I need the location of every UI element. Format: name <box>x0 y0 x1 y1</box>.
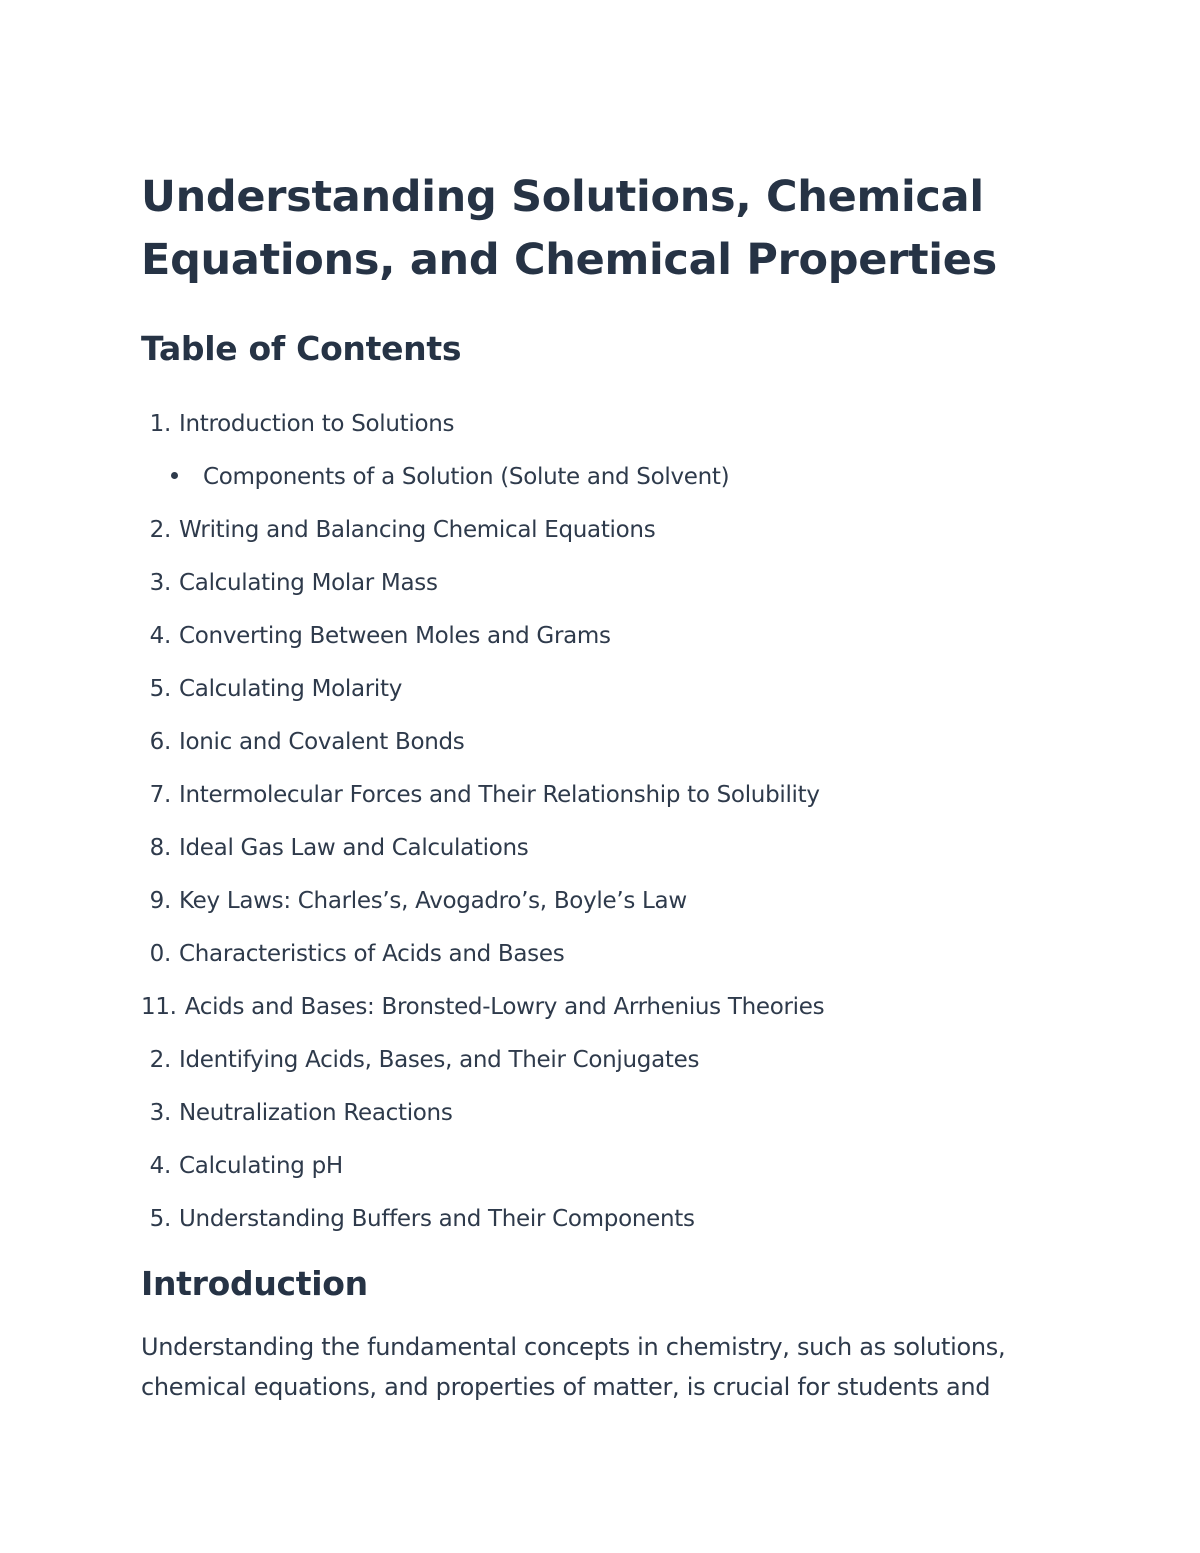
bullet-icon <box>171 472 178 479</box>
toc-item-number: 5. <box>149 676 171 702</box>
toc-item-label: Acids and Bases: Bronsted-Lowry and Arrhenius Theories <box>184 994 825 1020</box>
toc-item-number: 3. <box>149 1100 171 1126</box>
toc-item-label: Identifying Acids, Bases, and Their Conjugates <box>179 1047 700 1073</box>
toc-item <box>141 1087 1071 1140</box>
toc-item-number: 6. <box>149 729 171 755</box>
toc-item-label: Writing and Balancing Chemical Equations <box>179 517 656 543</box>
toc-item <box>141 928 1071 981</box>
introduction-heading: Introduction <box>141 1264 368 1303</box>
toc-item <box>141 822 1071 875</box>
toc-item <box>141 1034 1071 1087</box>
toc-item-label: Calculating Molarity <box>179 676 403 702</box>
toc-item-number: 5. <box>149 1206 171 1232</box>
toc-item <box>141 610 1071 663</box>
toc-item <box>141 557 1071 610</box>
toc-item <box>141 1193 1071 1246</box>
toc-item-label: Ionic and Covalent Bonds <box>179 729 465 755</box>
toc-item <box>141 1140 1071 1193</box>
toc-heading: Table of Contents <box>141 329 462 368</box>
toc-item-number: 0. <box>149 941 171 967</box>
toc-item <box>141 398 1071 451</box>
intro-line-2: chemical equations, and properties of matter, is crucial for students and <box>141 1373 991 1401</box>
toc-item-number: 3. <box>149 570 171 596</box>
toc-subitem <box>141 451 1071 504</box>
toc-item-label: Introduction to Solutions <box>179 411 455 437</box>
toc-item-number: 9. <box>149 888 171 914</box>
toc-item-number: 2. <box>149 517 171 543</box>
title-line-1: Understanding Solutions, Chemical <box>141 172 984 222</box>
toc-item-number: 2. <box>149 1047 171 1073</box>
toc-item-label: Calculating pH <box>179 1153 343 1179</box>
toc-item-label: Calculating Molar Mass <box>179 570 438 596</box>
toc-item-number: 11. <box>141 994 177 1020</box>
toc-item-label: Ideal Gas Law and Calculations <box>179 835 529 861</box>
toc-item <box>141 981 1071 1034</box>
toc-item-label: Neutralization Reactions <box>179 1100 453 1126</box>
document-title <box>141 166 1071 292</box>
toc-item-number: 4. <box>149 1153 171 1179</box>
toc-item-number: 7. <box>149 782 171 808</box>
toc-item-label: Characteristics of Acids and Bases <box>179 941 565 967</box>
toc-item-label: Converting Between Moles and Grams <box>179 623 611 649</box>
introduction-paragraph <box>141 1327 1081 1407</box>
toc-item-number: 4. <box>149 623 171 649</box>
toc-item-label: Components of a Solution (Solute and Solvent) <box>203 464 730 490</box>
document-page <box>141 166 1071 1407</box>
toc-item <box>141 716 1071 769</box>
toc-item-number: 8. <box>149 835 171 861</box>
toc-item-label: Key Laws: Charles’s, Avogadro’s, Boyle’s Law <box>179 888 687 914</box>
toc-item <box>141 875 1071 928</box>
toc-item-label: Intermolecular Forces and Their Relationship to Solubility <box>179 782 820 808</box>
toc-item-label: Understanding Buffers and Their Components <box>179 1206 695 1232</box>
intro-line-1: Understanding the fundamental concepts in chemistry, such as solutions, <box>141 1333 1006 1361</box>
toc-item <box>141 504 1071 557</box>
toc-item-number: 1. <box>149 411 171 437</box>
toc-item <box>141 769 1071 822</box>
toc-item <box>141 663 1071 716</box>
title-line-2: Equations, and Chemical Properties <box>141 235 997 285</box>
table-of-contents <box>141 398 1071 1246</box>
